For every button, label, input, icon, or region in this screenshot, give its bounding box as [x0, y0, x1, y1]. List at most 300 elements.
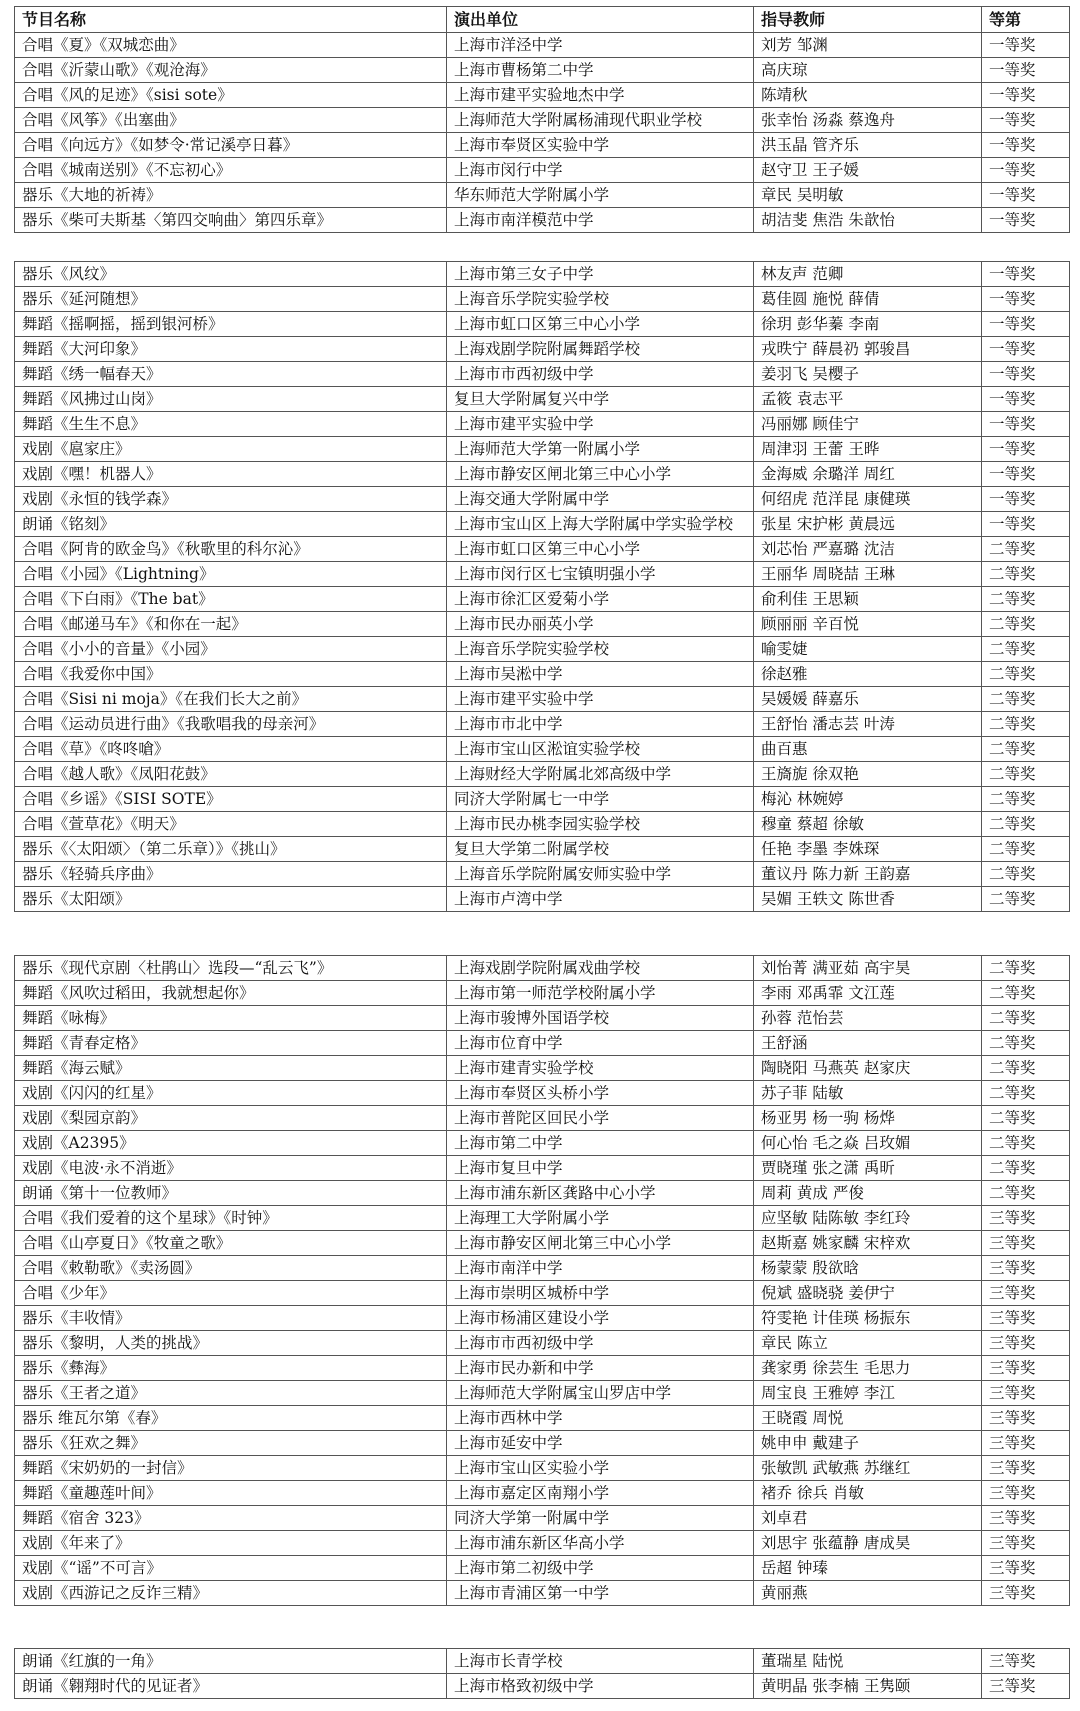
performing-unit-cell: 上海戏剧学院附属戏曲学校 — [447, 956, 754, 981]
table-row — [15, 812, 1070, 837]
performing-unit-cell: 上海市卢湾中学 — [447, 887, 754, 912]
table-row — [15, 58, 1070, 83]
program-name-cell: 合唱《我爱你中国》 — [15, 662, 447, 687]
program-name-cell: 合唱《乡谣》《SISI SOTE》 — [15, 787, 447, 812]
award-level-cell: 二等奖 — [982, 1181, 1070, 1206]
award-level-cell: 一等奖 — [982, 58, 1070, 83]
award-level-cell: 三等奖 — [982, 1506, 1070, 1531]
performing-unit-cell: 上海市市西初级中学 — [447, 362, 754, 387]
instructors-cell: 何心怡 毛之焱 吕玫媚 — [754, 1131, 982, 1156]
instructors-cell: 赵斯嘉 姚家麟 宋梓欢 — [754, 1231, 982, 1256]
table-row — [15, 158, 1070, 183]
instructors-cell: 洪玉晶 管齐乐 — [754, 133, 982, 158]
award-level-cell: 一等奖 — [982, 287, 1070, 312]
table-row — [15, 133, 1070, 158]
table-row — [15, 837, 1070, 862]
instructors-cell: 倪斌 盛晓骁 姜伊宁 — [754, 1281, 982, 1306]
performing-unit-cell: 华东师范大学附属小学 — [447, 183, 754, 208]
instructors-cell: 龚家勇 徐芸生 毛思力 — [754, 1356, 982, 1381]
award-level-cell: 三等奖 — [982, 1531, 1070, 1556]
header-program-name: 节目名称 — [15, 7, 447, 33]
award-level-cell: 二等奖 — [982, 787, 1070, 812]
award-table-block-2 — [14, 261, 1070, 912]
instructors-cell: 俞利佳 王思颖 — [754, 587, 982, 612]
program-name-cell: 舞蹈《海云赋》 — [15, 1056, 447, 1081]
table-row — [15, 662, 1070, 687]
award-level-cell: 一等奖 — [982, 512, 1070, 537]
award-level-cell: 二等奖 — [982, 662, 1070, 687]
table-row — [15, 1231, 1070, 1256]
performing-unit-cell: 同济大学第一附属中学 — [447, 1506, 754, 1531]
table-row — [15, 183, 1070, 208]
instructors-cell: 刘卓君 — [754, 1506, 982, 1531]
award-level-cell: 三等奖 — [982, 1556, 1070, 1581]
instructors-cell: 孟筱 袁志平 — [754, 387, 982, 412]
award-level-cell: 一等奖 — [982, 208, 1070, 233]
performing-unit-cell: 上海市闵行中学 — [447, 158, 754, 183]
instructors-cell: 陈靖秋 — [754, 83, 982, 108]
table-row — [15, 981, 1070, 1006]
table-row — [15, 587, 1070, 612]
performing-unit-cell: 上海音乐学院实验学校 — [447, 287, 754, 312]
table-row — [15, 1331, 1070, 1356]
table-row — [15, 537, 1070, 562]
program-name-cell: 器乐 维瓦尔第《春》 — [15, 1406, 447, 1431]
award-level-cell: 三等奖 — [982, 1431, 1070, 1456]
instructors-cell: 周宝良 王雅婷 李江 — [754, 1381, 982, 1406]
header-performing-unit: 演出单位 — [447, 7, 754, 33]
award-level-cell: 一等奖 — [982, 108, 1070, 133]
table-row — [15, 737, 1070, 762]
program-name-cell: 器乐《王者之道》 — [15, 1381, 447, 1406]
award-level-cell: 三等奖 — [982, 1456, 1070, 1481]
performing-unit-cell: 上海市格致初级中学 — [447, 1674, 754, 1699]
award-level-cell: 一等奖 — [982, 158, 1070, 183]
table-row — [15, 1206, 1070, 1231]
performing-unit-cell: 上海市复旦中学 — [447, 1156, 754, 1181]
table-row — [15, 1106, 1070, 1131]
award-level-cell: 二等奖 — [982, 687, 1070, 712]
award-level-cell: 三等奖 — [982, 1649, 1070, 1674]
table-row — [15, 1406, 1070, 1431]
instructors-cell: 姚申申 戴建子 — [754, 1431, 982, 1456]
program-name-cell: 合唱《少年》 — [15, 1281, 447, 1306]
performing-unit-cell: 上海市市西初级中学 — [447, 1331, 754, 1356]
table-row — [15, 362, 1070, 387]
program-name-cell: 舞蹈《宿舍 323》 — [15, 1506, 447, 1531]
instructors-cell: 刘芳 邹渊 — [754, 33, 982, 58]
program-name-cell: 器乐《狂欢之舞》 — [15, 1431, 447, 1456]
instructors-cell: 徐赵雅 — [754, 662, 982, 687]
performing-unit-cell: 上海市静安区闸北第三中心小学 — [447, 1231, 754, 1256]
instructors-cell: 王旖旎 徐双艳 — [754, 762, 982, 787]
performing-unit-cell: 上海市浦东新区华高小学 — [447, 1531, 754, 1556]
performing-unit-cell: 上海市徐汇区爱菊小学 — [447, 587, 754, 612]
performing-unit-cell: 上海市南洋中学 — [447, 1256, 754, 1281]
instructors-cell: 贾晓瑾 张之潇 禹昕 — [754, 1156, 982, 1181]
performing-unit-cell: 上海市宝山区淞谊实验学校 — [447, 737, 754, 762]
program-name-cell: 器乐《大地的祈祷》 — [15, 183, 447, 208]
program-name-cell: 器乐《柴可夫斯基〈第四交响曲〉第四乐章》 — [15, 208, 447, 233]
program-name-cell: 合唱《小园》《Lightning》 — [15, 562, 447, 587]
table-row — [15, 1506, 1070, 1531]
award-level-cell: 二等奖 — [982, 862, 1070, 887]
award-level-cell: 二等奖 — [982, 1081, 1070, 1106]
instructors-cell: 褚乔 徐兵 肖敏 — [754, 1481, 982, 1506]
instructors-cell: 黄丽燕 — [754, 1581, 982, 1606]
table-row — [15, 1156, 1070, 1181]
program-name-cell: 器乐《现代京剧〈杜鹃山〉选段—“乱云飞”》 — [15, 956, 447, 981]
table-row — [15, 1306, 1070, 1331]
table-row — [15, 637, 1070, 662]
table-row — [15, 1581, 1070, 1606]
award-level-cell: 一等奖 — [982, 412, 1070, 437]
program-name-cell: 合唱《夏》《双城恋曲》 — [15, 33, 447, 58]
instructors-cell: 符雯艳 计佳瑛 杨振东 — [754, 1306, 982, 1331]
performing-unit-cell: 上海市虹口区第三中心小学 — [447, 312, 754, 337]
program-name-cell: 舞蹈《咏梅》 — [15, 1006, 447, 1031]
performing-unit-cell: 上海市民办桃李园实验学校 — [447, 812, 754, 837]
program-name-cell: 器乐《黎明，人类的挑战》 — [15, 1331, 447, 1356]
award-level-cell: 三等奖 — [982, 1331, 1070, 1356]
instructors-cell: 张幸怡 汤淼 蔡逸舟 — [754, 108, 982, 133]
award-level-cell: 二等奖 — [982, 981, 1070, 1006]
award-level-cell: 二等奖 — [982, 712, 1070, 737]
award-level-cell: 一等奖 — [982, 462, 1070, 487]
table-row — [15, 562, 1070, 587]
award-level-cell: 一等奖 — [982, 33, 1070, 58]
award-level-cell: 二等奖 — [982, 587, 1070, 612]
program-name-cell: 合唱《邮递马车》《和你在一起》 — [15, 612, 447, 637]
table-row — [15, 712, 1070, 737]
instructors-cell: 陶晓阳 马燕英 赵家庆 — [754, 1056, 982, 1081]
instructors-cell: 林友声 范卿 — [754, 262, 982, 287]
award-table-block-3 — [14, 955, 1070, 1606]
program-name-cell: 舞蹈《童趣莲叶间》 — [15, 1481, 447, 1506]
award-level-cell: 一等奖 — [982, 437, 1070, 462]
performing-unit-cell: 上海市吴淞中学 — [447, 662, 754, 687]
instructors-cell: 王舒怡 潘志芸 叶涛 — [754, 712, 982, 737]
award-level-cell: 一等奖 — [982, 183, 1070, 208]
award-level-cell: 三等奖 — [982, 1406, 1070, 1431]
table-row — [15, 83, 1070, 108]
performing-unit-cell: 复旦大学第二附属学校 — [447, 837, 754, 862]
performing-unit-cell: 上海市位育中学 — [447, 1031, 754, 1056]
performing-unit-cell: 上海市骏博外国语学校 — [447, 1006, 754, 1031]
table-row — [15, 887, 1070, 912]
table-row — [15, 956, 1070, 981]
table-row — [15, 1456, 1070, 1481]
award-level-cell: 三等奖 — [982, 1306, 1070, 1331]
performing-unit-cell: 上海市第二中学 — [447, 1131, 754, 1156]
instructors-cell: 喻雯婕 — [754, 637, 982, 662]
performing-unit-cell: 上海市第一师范学校附属小学 — [447, 981, 754, 1006]
program-name-cell: 合唱《萱草花》《明天》 — [15, 812, 447, 837]
instructors-cell: 吴媛媛 薛嘉乐 — [754, 687, 982, 712]
instructors-cell: 孙蓉 范怡芸 — [754, 1006, 982, 1031]
table-row — [15, 412, 1070, 437]
table-row — [15, 687, 1070, 712]
performing-unit-cell: 同济大学附属七一中学 — [447, 787, 754, 812]
performing-unit-cell: 上海市杨浦区建设小学 — [447, 1306, 754, 1331]
award-level-cell: 二等奖 — [982, 887, 1070, 912]
instructors-cell: 董议丹 陈力新 王韵嘉 — [754, 862, 982, 887]
table-row — [15, 1531, 1070, 1556]
program-name-cell: 合唱《山亭夏日》《牧童之歌》 — [15, 1231, 447, 1256]
table-header-row — [15, 7, 1070, 33]
award-level-cell: 二等奖 — [982, 837, 1070, 862]
table-row — [15, 1256, 1070, 1281]
instructors-cell: 曲百惠 — [754, 737, 982, 762]
program-name-cell: 戏剧《西游记之反诈三精》 — [15, 1581, 447, 1606]
performing-unit-cell: 上海财经大学附属北郊高级中学 — [447, 762, 754, 787]
program-name-cell: 合唱《阿肯的欧金鸟》《秋歌里的科尔沁》 — [15, 537, 447, 562]
award-level-cell: 一等奖 — [982, 362, 1070, 387]
instructors-cell: 葛佳圆 施悦 薛倩 — [754, 287, 982, 312]
table-row — [15, 1281, 1070, 1306]
award-level-cell: 一等奖 — [982, 312, 1070, 337]
performing-unit-cell: 复旦大学附属复兴中学 — [447, 387, 754, 412]
instructors-cell: 杨亚男 杨一驹 杨烨 — [754, 1106, 982, 1131]
performing-unit-cell: 上海市民办丽英小学 — [447, 612, 754, 637]
instructors-cell: 李雨 邓禹霏 文江莲 — [754, 981, 982, 1006]
program-name-cell: 器乐《延河随想》 — [15, 287, 447, 312]
program-name-cell: 器乐《彝海》 — [15, 1356, 447, 1381]
instructors-cell: 周莉 黄成 严俊 — [754, 1181, 982, 1206]
program-name-cell: 戏剧《A2395》 — [15, 1131, 447, 1156]
award-level-cell: 二等奖 — [982, 1006, 1070, 1031]
performing-unit-cell: 上海市南洋模范中学 — [447, 208, 754, 233]
performing-unit-cell: 上海市建平实验中学 — [447, 687, 754, 712]
award-level-cell: 三等奖 — [982, 1231, 1070, 1256]
award-level-cell: 二等奖 — [982, 737, 1070, 762]
table-row — [15, 1081, 1070, 1106]
instructors-cell: 刘思宇 张蕴静 唐成昊 — [754, 1531, 982, 1556]
award-table-block-4 — [14, 1648, 1070, 1699]
table-row — [15, 462, 1070, 487]
table-row — [15, 1431, 1070, 1456]
table-row — [15, 1356, 1070, 1381]
instructors-cell: 张敏凯 武敏燕 苏继红 — [754, 1456, 982, 1481]
award-level-cell: 三等奖 — [982, 1581, 1070, 1606]
table-row — [15, 437, 1070, 462]
instructors-cell: 金海威 余璐洋 周红 — [754, 462, 982, 487]
performing-unit-cell: 上海市静安区闸北第三中心小学 — [447, 462, 754, 487]
table-row — [15, 1674, 1070, 1699]
instructors-cell: 黄明晶 张李楠 王隽颐 — [754, 1674, 982, 1699]
program-name-cell: 合唱《越人歌》《凤阳花鼓》 — [15, 762, 447, 787]
program-name-cell: 合唱《下白雨》《The bat》 — [15, 587, 447, 612]
program-name-cell: 舞蹈《宋奶奶的一封信》 — [15, 1456, 447, 1481]
instructors-cell: 任艳 李墨 李姝琛 — [754, 837, 982, 862]
instructors-cell: 王晓霞 周悦 — [754, 1406, 982, 1431]
table-row — [15, 208, 1070, 233]
table-row — [15, 787, 1070, 812]
instructors-cell: 何绍虎 范洋昆 康健瑛 — [754, 487, 982, 512]
instructors-cell: 杨蒙蒙 殷欲晗 — [754, 1256, 982, 1281]
instructors-cell: 高庆琼 — [754, 58, 982, 83]
performing-unit-cell: 上海师范大学第一附属小学 — [447, 437, 754, 462]
table-row — [15, 1481, 1070, 1506]
award-level-cell: 三等奖 — [982, 1256, 1070, 1281]
instructors-cell: 董瑞星 陆悦 — [754, 1649, 982, 1674]
program-name-cell: 器乐《风纹》 — [15, 262, 447, 287]
instructors-cell: 穆童 蔡超 徐敏 — [754, 812, 982, 837]
program-name-cell: 戏剧《梨园京韵》 — [15, 1106, 447, 1131]
program-name-cell: 戏剧《闪闪的红星》 — [15, 1081, 447, 1106]
table-row — [15, 262, 1070, 287]
program-name-cell: 合唱《敕勒歌》《卖汤圆》 — [15, 1256, 447, 1281]
program-name-cell: 戏剧《扈家庄》 — [15, 437, 447, 462]
performing-unit-cell: 上海市西林中学 — [447, 1406, 754, 1431]
award-level-cell: 二等奖 — [982, 612, 1070, 637]
award-level-cell: 二等奖 — [982, 1131, 1070, 1156]
award-level-cell: 二等奖 — [982, 562, 1070, 587]
table-row — [15, 33, 1070, 58]
performing-unit-cell: 上海市奉贤区头桥小学 — [447, 1081, 754, 1106]
table-row — [15, 1649, 1070, 1674]
award-level-cell: 一等奖 — [982, 387, 1070, 412]
award-level-cell: 二等奖 — [982, 1106, 1070, 1131]
instructors-cell: 徐玥 彭华蓁 李南 — [754, 312, 982, 337]
header-instructors: 指导教师 — [754, 7, 982, 33]
performing-unit-cell: 上海市青浦区第一中学 — [447, 1581, 754, 1606]
table-row — [15, 337, 1070, 362]
performing-unit-cell: 上海市浦东新区龚路中心小学 — [447, 1181, 754, 1206]
table-row — [15, 762, 1070, 787]
performing-unit-cell: 上海市奉贤区实验中学 — [447, 133, 754, 158]
program-name-cell: 合唱《向远方》《如梦令·常记溪亭日暮》 — [15, 133, 447, 158]
award-level-cell: 三等奖 — [982, 1206, 1070, 1231]
program-name-cell: 合唱《运动员进行曲》《我歌唱我的母亲河》 — [15, 712, 447, 737]
performing-unit-cell: 上海市建青实验学校 — [447, 1056, 754, 1081]
program-name-cell: 舞蹈《大河印象》 — [15, 337, 447, 362]
table-row — [15, 387, 1070, 412]
instructors-cell: 张星 宋护彬 黄晨远 — [754, 512, 982, 537]
performing-unit-cell: 上海理工大学附属小学 — [447, 1206, 754, 1231]
table-row — [15, 1031, 1070, 1056]
performing-unit-cell: 上海市嘉定区南翔小学 — [447, 1481, 754, 1506]
instructors-cell: 吴媚 王轶文 陈世香 — [754, 887, 982, 912]
performing-unit-cell: 上海市闵行区七宝镇明强小学 — [447, 562, 754, 587]
table-row — [15, 312, 1070, 337]
instructors-cell: 胡洁斐 焦浩 朱歆怡 — [754, 208, 982, 233]
award-level-cell: 三等奖 — [982, 1381, 1070, 1406]
performing-unit-cell: 上海市建平实验地杰中学 — [447, 83, 754, 108]
performing-unit-cell: 上海师范大学附属杨浦现代职业学校 — [447, 108, 754, 133]
instructors-cell: 梅沁 林婉婷 — [754, 787, 982, 812]
program-name-cell: 戏剧《“谣”不可言》 — [15, 1556, 447, 1581]
performing-unit-cell: 上海市延安中学 — [447, 1431, 754, 1456]
instructors-cell: 王舒涵 — [754, 1031, 982, 1056]
performing-unit-cell: 上海交通大学附属中学 — [447, 487, 754, 512]
performing-unit-cell: 上海市第二初级中学 — [447, 1556, 754, 1581]
instructors-cell: 姜羽飞 吴樱子 — [754, 362, 982, 387]
instructors-cell: 戎昳宁 薛晨礽 郭骏昌 — [754, 337, 982, 362]
instructors-cell: 章民 吴明敏 — [754, 183, 982, 208]
table-row — [15, 1131, 1070, 1156]
instructors-cell: 章民 陈立 — [754, 1331, 982, 1356]
program-name-cell: 器乐《丰收情》 — [15, 1306, 447, 1331]
program-name-cell: 舞蹈《青春定格》 — [15, 1031, 447, 1056]
program-name-cell: 舞蹈《生生不息》 — [15, 412, 447, 437]
table-row — [15, 1006, 1070, 1031]
performing-unit-cell: 上海市民办新和中学 — [447, 1356, 754, 1381]
table-row — [15, 487, 1070, 512]
performing-unit-cell: 上海市第三女子中学 — [447, 262, 754, 287]
performing-unit-cell: 上海音乐学院实验学校 — [447, 637, 754, 662]
program-name-cell: 朗诵《红旗的一角》 — [15, 1649, 447, 1674]
performing-unit-cell: 上海市宝山区实验小学 — [447, 1456, 754, 1481]
instructors-cell: 刘怡菁 满亚茹 高宇昊 — [754, 956, 982, 981]
table-row — [15, 862, 1070, 887]
table-row — [15, 1381, 1070, 1406]
table-row — [15, 1056, 1070, 1081]
program-name-cell: 器乐《〈太阳颂〉（第二乐章）》《挑山》 — [15, 837, 447, 862]
program-name-cell: 舞蹈《绣一幅春天》 — [15, 362, 447, 387]
program-name-cell: 戏剧《电波·永不消逝》 — [15, 1156, 447, 1181]
instructors-cell: 顾丽丽 辛百悦 — [754, 612, 982, 637]
table-row — [15, 1181, 1070, 1206]
award-level-cell: 二等奖 — [982, 956, 1070, 981]
instructors-cell: 赵守卫 王子媛 — [754, 158, 982, 183]
award-level-cell: 一等奖 — [982, 262, 1070, 287]
program-name-cell: 器乐《轻骑兵序曲》 — [15, 862, 447, 887]
performing-unit-cell: 上海市曹杨第二中学 — [447, 58, 754, 83]
performing-unit-cell: 上海市宝山区上海大学附属中学实验学校 — [447, 512, 754, 537]
program-name-cell: 朗诵《铭刻》 — [15, 512, 447, 537]
table-row — [15, 512, 1070, 537]
award-level-cell: 一等奖 — [982, 487, 1070, 512]
instructors-cell: 王丽华 周晓喆 王琳 — [754, 562, 982, 587]
table-row — [15, 108, 1070, 133]
award-level-cell: 二等奖 — [982, 637, 1070, 662]
program-name-cell: 朗诵《第十一位教师》 — [15, 1181, 447, 1206]
instructors-cell: 冯丽娜 顾佳宁 — [754, 412, 982, 437]
program-name-cell: 合唱《沂蒙山歌》《观沧海》 — [15, 58, 447, 83]
program-name-cell: 舞蹈《风吹过稻田，我就想起你》 — [15, 981, 447, 1006]
instructors-cell: 岳超 钟瑧 — [754, 1556, 982, 1581]
award-level-cell: 一等奖 — [982, 133, 1070, 158]
award-level-cell: 二等奖 — [982, 1031, 1070, 1056]
instructors-cell: 周津羽 王蕾 王晔 — [754, 437, 982, 462]
award-level-cell: 二等奖 — [982, 537, 1070, 562]
table-row — [15, 287, 1070, 312]
table-row — [15, 612, 1070, 637]
program-name-cell: 戏剧《永恒的钱学森》 — [15, 487, 447, 512]
award-level-cell: 二等奖 — [982, 1056, 1070, 1081]
program-name-cell: 合唱《Sisi ni moja》《在我们长大之前》 — [15, 687, 447, 712]
performing-unit-cell: 上海市市北中学 — [447, 712, 754, 737]
award-level-cell: 二等奖 — [982, 762, 1070, 787]
program-name-cell: 朗诵《翱翔时代的见证者》 — [15, 1674, 447, 1699]
instructors-cell: 刘芯怡 严嘉璐 沈洁 — [754, 537, 982, 562]
performing-unit-cell: 上海市普陀区回民小学 — [447, 1106, 754, 1131]
performing-unit-cell: 上海市虹口区第三中心小学 — [447, 537, 754, 562]
performing-unit-cell: 上海市崇明区城桥中学 — [447, 1281, 754, 1306]
performing-unit-cell: 上海市长青学校 — [447, 1649, 754, 1674]
program-name-cell: 合唱《我们爱着的这个星球》《时钟》 — [15, 1206, 447, 1231]
header-award-level: 等第 — [982, 7, 1070, 33]
program-name-cell: 戏剧《嘿！机器人》 — [15, 462, 447, 487]
award-level-cell: 三等奖 — [982, 1481, 1070, 1506]
award-level-cell: 二等奖 — [982, 1156, 1070, 1181]
performing-unit-cell: 上海市建平实验中学 — [447, 412, 754, 437]
instructors-cell: 应坚敏 陆陈敏 李红玲 — [754, 1206, 982, 1231]
award-level-cell: 三等奖 — [982, 1674, 1070, 1699]
performing-unit-cell: 上海戏剧学院附属舞蹈学校 — [447, 337, 754, 362]
award-table-block-1 — [14, 6, 1070, 233]
